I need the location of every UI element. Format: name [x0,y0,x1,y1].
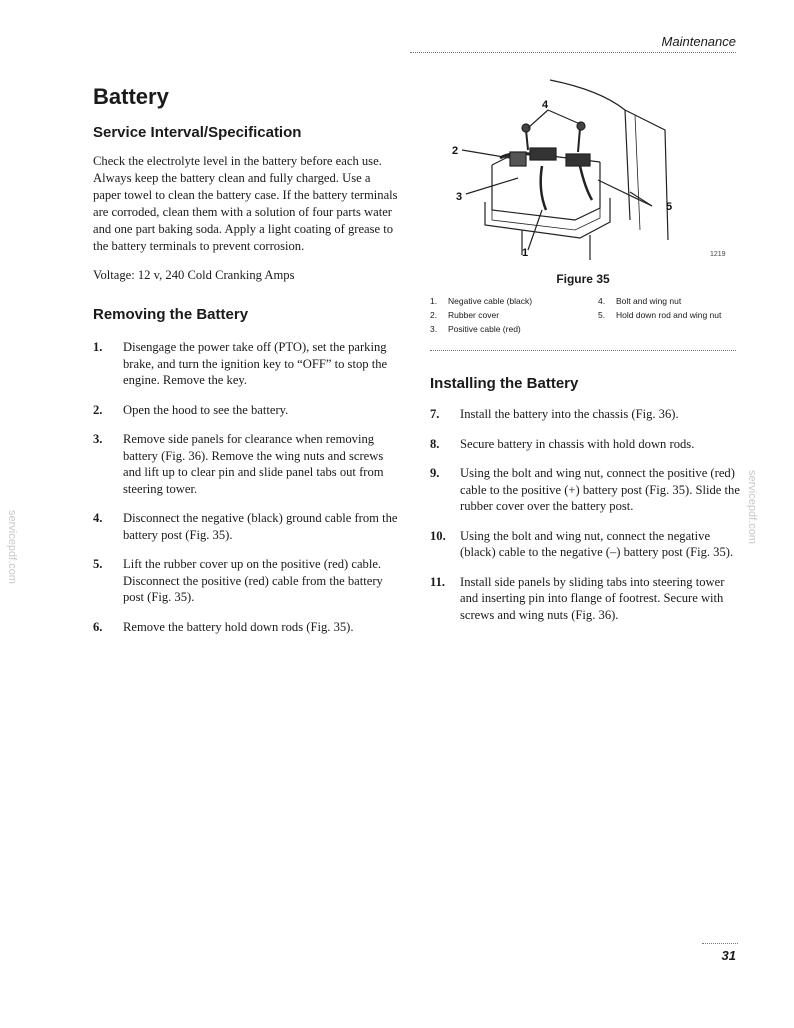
step-number: 2. [93,402,103,417]
step-text: Using the bolt and wing nut, connect the negative (black) cable to the negative (–) battery post (Fig. 35). [460,528,734,559]
step-number: 7. [430,407,440,421]
list-item [93,431,398,497]
step-number: 8. [430,436,440,451]
step-number: 6. [93,619,103,634]
step-text: Install the battery into the chassis (Fig. 36). [460,407,679,421]
legend-text: Positive cable (red) [448,324,521,334]
list-item [430,436,740,453]
callout-1: 1 [522,247,529,259]
step-text: Disengage the power take off (PTO), set the parking brake, and turn the ignition key to “OFF” to stop the engine. Remove the key. [123,340,388,387]
step-text: Remove the battery hold down rods (Fig. 35). [123,619,354,634]
step-text: Remove side panels for clearance when removing battery (Fig. 36). Remove the wing nuts and screws and lift up to clear pin and slide panel tabs out from steering tower. [123,432,384,496]
header-divider [410,52,736,53]
step-number: 11. [430,574,446,589]
battery-illustration [430,70,736,270]
installing-heading: Installing the Battery [430,375,579,392]
step-number: 1. [93,340,103,354]
list-item [430,528,740,561]
step-text: Using the bolt and wing nut, connect the positive (red) cable to the positive (+) battery post (Fig. 35). Slide the rubber cover over the battery post. [460,466,740,513]
figure-image-id: 1219 [710,251,726,258]
service-paragraph: Check the electrolyte level in the battery before each use. Always keep the battery clean and fully charged. Use a paper towel to clean the battery case. If the battery terminals are corroded, clean them with a solution of four parts water and one part baking soda. Apply a light coating of grease to the battery terminals to prevent corrosion. [93,154,398,253]
step-text: Open the hood to see the battery. [123,402,289,417]
legend-text: Hold down rod and wing nut [616,310,722,320]
removing-steps [93,339,398,635]
step-text: Install side panels by sliding tabs into steering tower and inserting pin into flange of footrest. Secure with screws and wing nuts (Fig. 36). [460,574,725,622]
list-item [93,619,398,636]
watermark-left: servicepdf.com [6,510,18,584]
page-number: 31 [721,948,736,963]
installing-steps [430,406,740,623]
list-item [430,406,740,423]
list-item [430,574,740,624]
legend-number: 3. [430,324,438,334]
list-item [430,465,740,515]
figure-caption: Figure 35 [556,272,610,286]
legend-text: Bolt and wing nut [616,296,682,306]
watermark-right: servicepdf.com [746,470,758,544]
legend-item [598,310,736,320]
legend-text: Negative cable (black) [448,296,533,306]
service-heading: Service Interval/Specification [93,124,302,141]
page-title: Battery [93,84,169,109]
legend-item [598,296,736,306]
list-item [93,339,398,389]
voltage-spec: Voltage: 12 v, 240 Cold Cranking Amps [93,268,295,282]
legend-number: 4. [598,296,606,306]
legend-number: 1. [430,296,438,306]
right-column [430,360,740,636]
legend-item [430,310,590,320]
list-item [93,402,398,419]
legend-text: Rubber cover [448,310,500,320]
legend-item [430,296,590,306]
legend-item [430,324,590,334]
list-item [93,556,398,606]
running-header: Maintenance [661,34,736,49]
step-text: Disconnect the negative (black) ground cable from the battery post (Fig. 35). [123,511,398,542]
step-number: 9. [430,466,440,480]
step-number: 10. [430,528,446,543]
callout-2: 2 [452,145,459,157]
step-number: 5. [93,557,103,571]
left-column [93,84,398,648]
callout-4: 4 [542,99,549,111]
callout-5: 5 [666,201,673,213]
figure-divider [430,350,736,351]
footer-divider [702,943,738,944]
callout-3: 3 [456,191,463,203]
step-number: 3. [93,432,103,446]
list-item [93,510,398,543]
legend-number: 2. [430,310,438,320]
removing-heading: Removing the Battery [93,306,249,323]
step-text: Secure battery in chassis with hold down rods. [460,436,695,451]
legend-number: 5. [598,310,606,320]
step-text: Lift the rubber cover up on the positive (red) cable. Disconnect the positive (red) cable from the battery post (Fig. 35). [123,557,383,604]
step-number: 4. [93,511,103,525]
